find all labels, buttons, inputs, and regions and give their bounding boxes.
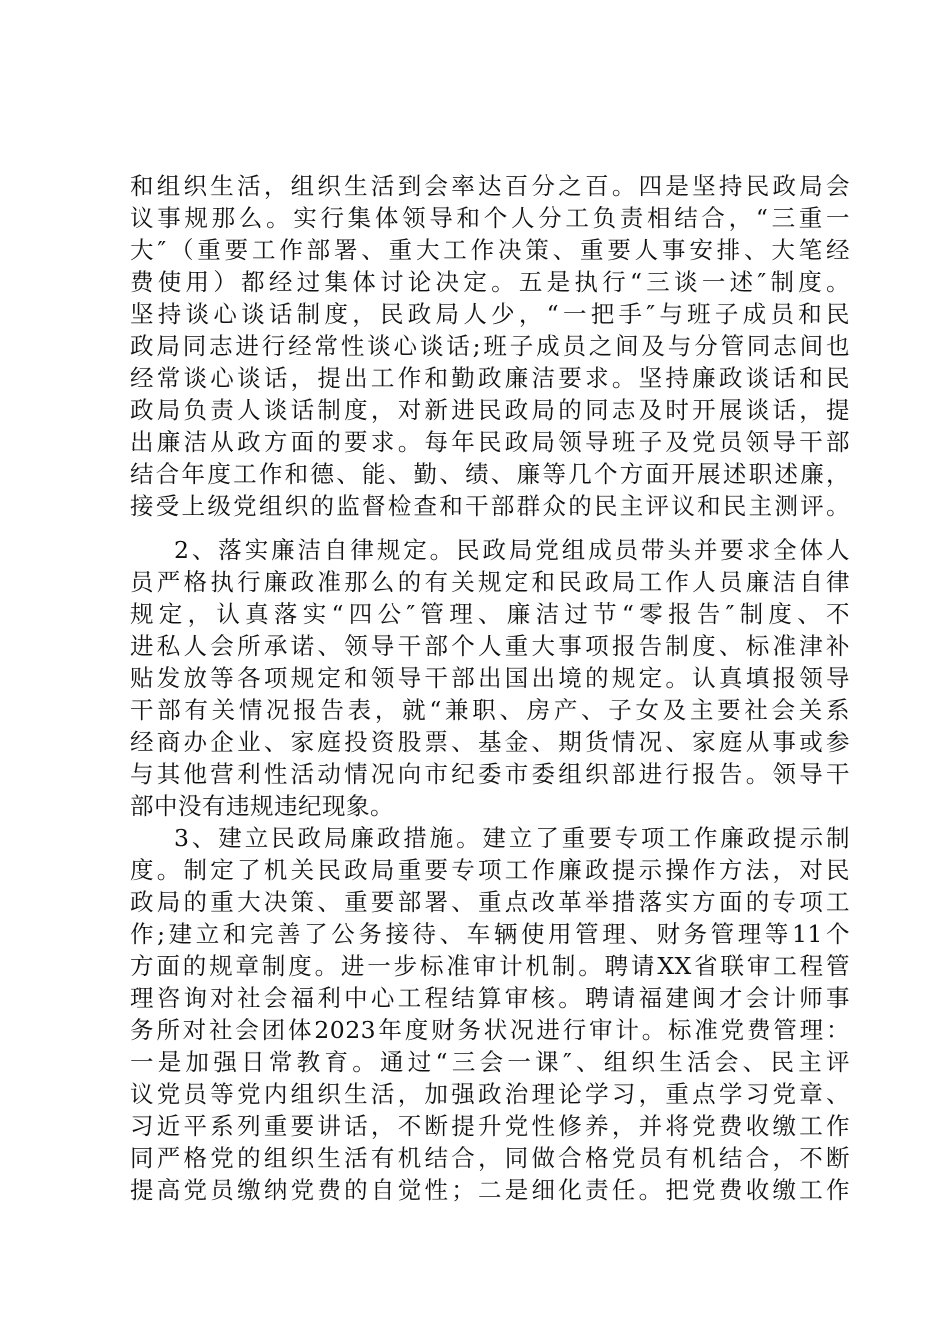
paragraph-line: 和组织生活，组织生活到会率达百分之百。四是坚持民政局会 [130, 172, 850, 200]
paragraph-1 [130, 170, 850, 522]
paragraph-line: 提高党员缴纳党费的自觉性；二是细化责任。把党费收缴工作 [130, 1176, 850, 1204]
paragraph-line: 3、建立民政局廉政措施。建立了重要专项工作廉政提示制 [174, 824, 850, 852]
paragraph-line: 进私人会所承诺、领导干部个人重大事项报告制度、标准津补 [130, 632, 850, 660]
paragraph-line: 作;建立和完善了公务接待、车辆使用管理、财务管理等11个 [130, 920, 850, 948]
paragraph-line: 议党员等党内组织生活，加强政治理论学习，重点学习党章、 [130, 1080, 850, 1108]
paragraph-line: 规定，认真落实“四公″管理、廉洁过节“零报告″制度、不 [130, 600, 850, 628]
paragraph-3 [130, 822, 850, 1206]
paragraph-line: 习近平系列重要讲话，不断提升党性修养，并将党费收缴工作 [130, 1112, 850, 1140]
paragraph-line: 与其他营利性活动情况向市纪委市委组织部进行报告。领导干 [130, 760, 850, 788]
paragraph-2 [130, 534, 850, 822]
paragraph-line: 2、落实廉洁自律规定。民政局党组成员带头并要求全体人 [174, 536, 850, 564]
paragraph-line: 经商办企业、家庭投资股票、基金、期货情况、家庭从事或参 [130, 728, 850, 756]
paragraph-line: 结合年度工作和德、能、勤、绩、廉等几个方面开展述职述廉， [130, 460, 850, 488]
paragraph-line: 经常谈心谈话，提出工作和勤政廉洁要求。坚持廉政谈话和民 [130, 364, 850, 392]
paragraph-line: 议事规那么。实行集体领导和个人分工负责相结合，“三重一 [130, 204, 850, 232]
paragraph-line: 出廉洁从政方面的要求。每年民政局领导班子及党员领导干部 [130, 428, 850, 456]
paragraph-line: 员严格执行廉政准那么的有关规定和民政局工作人员廉洁自律 [130, 568, 850, 596]
paragraph-line: 政局的重大决策、重要部署、重点改革举措落实方面的专项工 [130, 888, 850, 916]
paragraph-line: 方面的规章制度。进一步标准审计机制。聘请XX省联审工程管 [130, 952, 850, 980]
paragraph-line: 一是加强日常教育。通过“三会一课″、组织生活会、民主评 [130, 1048, 850, 1076]
paragraph-line: 同严格党的组织生活有机结合，同做合格党员有机结合，不断 [130, 1144, 850, 1172]
paragraph-line: 干部有关情况报告表，就“兼职、房产、子女及主要社会关系 [130, 696, 850, 724]
paragraph-line: 政局同志进行经常性谈心谈话;班子成员之间及与分管同志间也 [130, 332, 850, 360]
paragraph-line: 坚持谈心谈话制度，民政局人少，“一把手″与班子成员和民 [130, 300, 850, 328]
paragraph-line: 理咨询对社会福利中心工程结算审核。聘请福建闽才会计师事 [130, 984, 850, 1012]
paragraph-line: 度。制定了机关民政局重要专项工作廉政提示操作方法，对民 [130, 856, 850, 884]
paragraph-line: 费使用）都经过集体讨论决定。五是执行“三谈一述″制度。 [130, 268, 850, 296]
paragraph-line: 接受上级党组织的监督检查和干部群众的民主评议和民主测评。 [130, 492, 850, 520]
paragraph-line: 大″（重要工作部署、重大工作决策、重要人事安排、大笔经 [130, 236, 850, 264]
paragraph-line: 政局负责人谈话制度，对新进民政局的同志及时开展谈话，提 [130, 396, 850, 424]
paragraph-line: 务所对社会团体2023年度财务状况进行审计。标准党费管理： [130, 1016, 850, 1044]
paragraph-line: 贴发放等各项规定和领导干部出国出境的规定。认真填报领导 [130, 664, 850, 692]
paragraph-line: 部中没有违规违纪现象。 [130, 792, 394, 820]
